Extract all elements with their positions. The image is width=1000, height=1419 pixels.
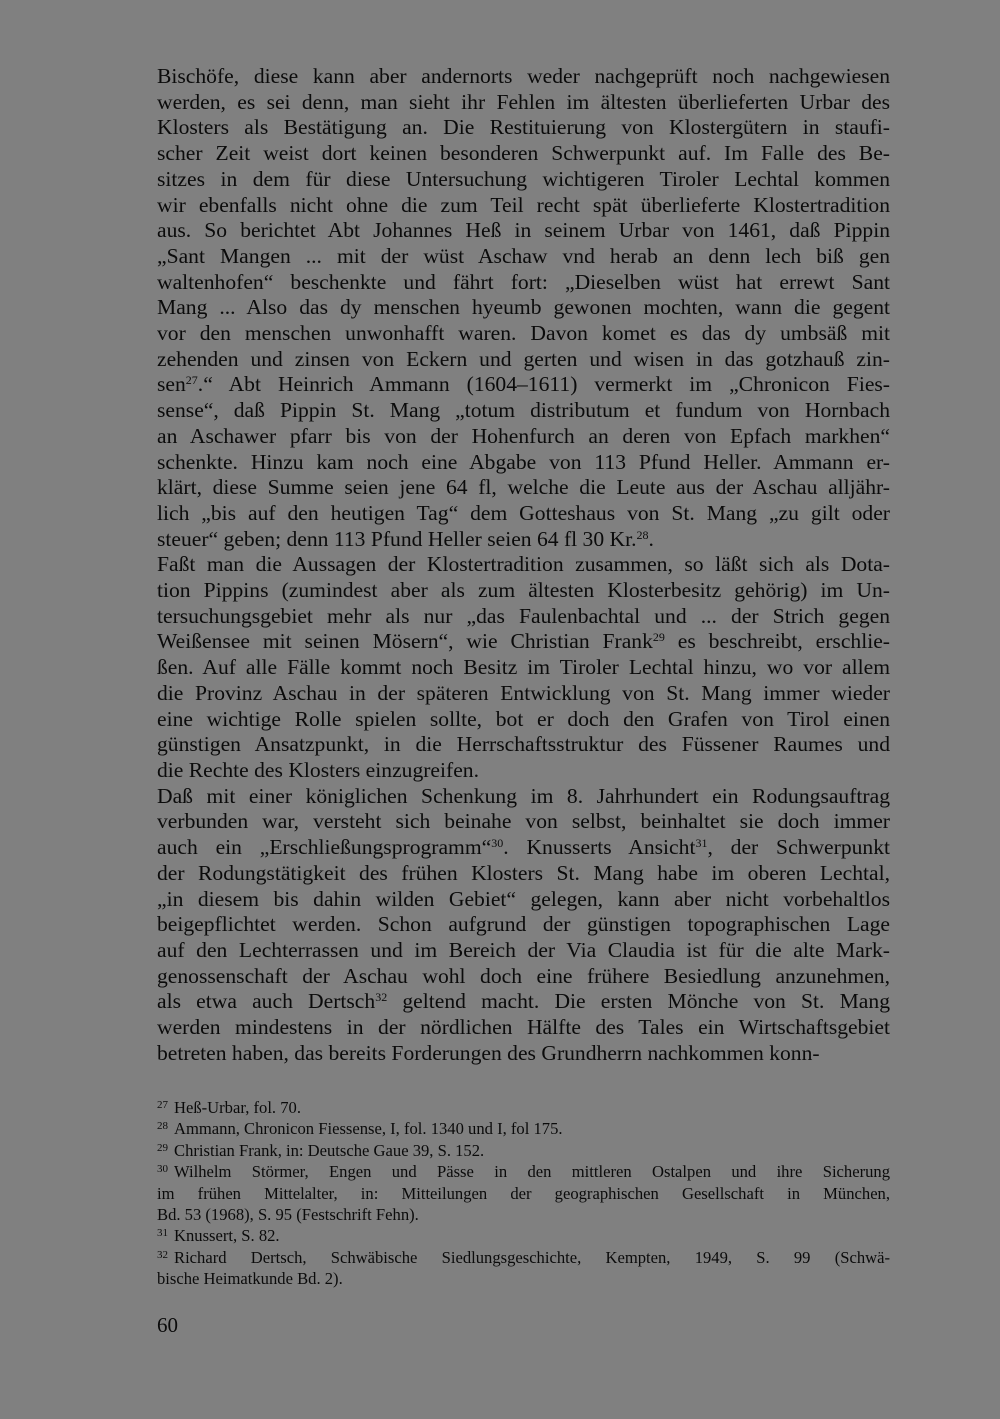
text-run: die Provinz Aschau in der späteren Entwicklung von St. Mang immer wieder	[157, 680, 890, 705]
text-run: sense“, daß Pippin St. Mang „totum distributum et fundum von Hornbach	[157, 398, 890, 423]
footnote	[157, 1247, 890, 1290]
text-line	[157, 527, 890, 553]
text-run: werden, es sei denn, man sieht ihr Fehlen im ältesten überlieferten Urbar des	[157, 89, 890, 114]
footnote-text: Christian Frank, in: Deutsche Gaue 39, S. 152.	[174, 1140, 485, 1160]
text-line	[157, 193, 890, 219]
text-line	[157, 861, 890, 887]
text-line	[157, 1041, 890, 1067]
text-run: , der Schwerpunkt	[707, 835, 891, 860]
text-run: auf den Lechterrassen und im Bereich der Via Claudia ist für die alte Mark-	[157, 937, 890, 962]
text-run: tion Pippins (zumindest aber als zum ältesten Klosterbesitz gehörig) im Un-	[157, 578, 890, 603]
text-line	[157, 989, 890, 1015]
text-line	[157, 964, 890, 990]
text-line	[157, 835, 890, 861]
text-run: scher Zeit weist dort keinen besonderen Schwerpunkt auf. Im Falle des Be-	[157, 141, 890, 166]
text-line	[157, 64, 890, 90]
footnote-line	[157, 1161, 890, 1182]
text-run: beigepflichtet werden. Schon aufgrund der günstigen topographischen Lage	[157, 912, 890, 937]
paragraph	[157, 64, 890, 552]
text-run: an Aschawer pfarr bis von der Hohenfurch an deren von Epfach markhen“	[157, 423, 890, 448]
text-line	[157, 809, 890, 835]
text-run: die Rechte des Klosters einzugreifen.	[157, 757, 479, 782]
text-run: .“ Abt Heinrich Ammann (1604–1611) vermerkt im „Chronicon Fies-	[197, 372, 890, 397]
footnote-reference: 29	[652, 630, 665, 645]
footnote-reference: 32	[375, 990, 388, 1005]
footnote-line	[157, 1140, 890, 1161]
text-run: Faßt man die Aussagen der Klostertradition zusammen, so läßt sich als Dota-	[157, 552, 890, 577]
text-line	[157, 604, 890, 630]
text-line	[157, 732, 890, 758]
footnote	[157, 1225, 890, 1246]
footnote-line	[157, 1097, 890, 1118]
text-line	[157, 372, 890, 398]
footnote	[157, 1161, 890, 1225]
text-line	[157, 655, 890, 681]
text-run: Bischöfe, diese kann aber andernorts weder nachgeprüft noch nachgewiesen	[157, 64, 890, 88]
text-run: genossenschaft der Aschau wohl doch eine frühere Besiedlung anzunehmen,	[157, 963, 890, 988]
text-run: verbunden war, versteht sich beinahe von selbst, beinhaltet sie doch immer	[157, 809, 890, 834]
text-line	[157, 398, 890, 424]
text-line	[157, 115, 890, 141]
text-line	[157, 347, 890, 373]
text-line	[157, 629, 890, 655]
footnote-reference: 28	[636, 527, 649, 542]
text-run: .	[648, 526, 654, 551]
text-run: geltend macht. Die ersten Mönche von St. Mang	[387, 989, 890, 1014]
text-run: werden mindestens in der nördlichen Hälfte des Tales ein Wirtschaftsgebiet	[157, 1015, 890, 1040]
text-run: klärt, diese Summe seien jene 64 fl, welche die Leute aus der Aschau alljähr-	[157, 475, 890, 500]
footnote-text: Ammann, Chronicon Fiessense, I, fol. 1340 und I, fol 175.	[174, 1119, 563, 1139]
footnote-reference: 30	[491, 836, 504, 851]
text-run: auch ein „Erschließungsprogramm“	[157, 835, 492, 860]
text-line	[157, 578, 890, 604]
footnote-line	[157, 1225, 890, 1246]
footnote-line	[157, 1118, 890, 1139]
footnote-number: 32	[157, 1248, 168, 1261]
footnote	[157, 1097, 890, 1118]
text-line	[157, 938, 890, 964]
footnote-text: Heß-Urbar, fol. 70.	[174, 1098, 301, 1117]
footnote-line	[157, 1183, 890, 1204]
body-text	[157, 64, 890, 1066]
text-run: als etwa auch Dertsch	[157, 989, 376, 1014]
text-line	[157, 475, 890, 501]
text-run: zehenden und zinsen von Eckern und gerten und wisen in das gotzhauß zin-	[157, 346, 890, 371]
text-line	[157, 1015, 890, 1041]
text-run: der Rodungstätigkeit des frühen Klosters St. Mang habe im oberen Lechtal,	[157, 860, 890, 885]
text-run: günstigen Ansatzpunkt, in die Herrschaftsstruktur des Füssener Raumes und	[157, 732, 890, 757]
text-line	[157, 295, 890, 321]
footnote-text: Richard Dertsch, Schwäbische Siedlungsgeschichte, Kempten, 1949, S. 99 (Schwä-	[174, 1247, 890, 1267]
text-line	[157, 167, 890, 193]
text-line	[157, 552, 890, 578]
text-run: lich „bis auf den heutigen Tag“ dem Gotteshaus von St. Mang „zu gilt oder	[157, 500, 890, 525]
footnote-number: 28	[157, 1120, 168, 1133]
text-run: vor den menschen unwonhafft waren. Davon komet es das dy umbsäß mit	[157, 321, 890, 346]
text-line	[157, 141, 890, 167]
text-line	[157, 784, 890, 810]
text-run: Daß mit einer königlichen Schenkung im 8. Jahrhundert ein Rodungsauftrag	[157, 783, 890, 808]
text-line	[157, 424, 890, 450]
text-run: steuer“ geben; denn 113 Pfund Heller seien 64 fl 30 Kr.	[157, 526, 637, 551]
text-line	[157, 912, 890, 938]
text-line	[157, 90, 890, 116]
text-run: betreten haben, das bereits Forderungen des Grundherrn nachkommen konn-	[157, 1040, 820, 1065]
text-line	[157, 270, 890, 296]
text-line	[157, 887, 890, 913]
footnote-line	[157, 1204, 890, 1225]
text-line	[157, 450, 890, 476]
text-line	[157, 758, 890, 784]
text-run: sitzes in dem für diese Untersuchung wichtigeren Tiroler Lechtal kommen	[157, 166, 890, 191]
text-run: ßen. Auf alle Fälle kommt noch Besitz im Tiroler Lechtal hinzu, wo vor allem	[157, 655, 890, 680]
text-line	[157, 321, 890, 347]
text-line	[157, 681, 890, 707]
footnotes	[157, 1097, 890, 1290]
footnote-number: 31	[157, 1227, 168, 1240]
paragraph	[157, 784, 890, 1067]
footnote-number: 30	[157, 1163, 168, 1176]
footnote	[157, 1118, 890, 1139]
text-run: waltenhofen“ beschenkte und fährt fort: „Dieselben wüst hat errewt Sant	[157, 269, 890, 294]
text-line	[157, 244, 890, 270]
text-run: „in diesem bis dahin wilden Gebiet“ gelegen, kann aber nicht vorbehaltlos	[157, 886, 890, 911]
text-run: eine wichtige Rolle spielen sollte, bot er doch den Grafen von Tirol einen	[157, 706, 890, 731]
footnote-text: Bd. 53 (1968), S. 95 (Festschrift Fehn).	[157, 1205, 419, 1225]
footnote-line	[157, 1247, 890, 1268]
text-run: . Knusserts Ansicht	[503, 835, 696, 860]
text-run: Mang ... Also das dy menschen hyeumb gewonen mochten, wann die gegent	[157, 295, 890, 320]
text-run: Weißensee mit seinen Mösern“, wie Christian Frank	[157, 629, 653, 654]
text-run: sen	[157, 372, 186, 397]
text-line	[157, 218, 890, 244]
footnote-reference: 27	[185, 373, 198, 388]
text-run: aus. So berichtet Abt Johannes Heß in seinem Urbar von 1461, daß Pippin	[157, 218, 890, 243]
footnote-text: Wilhelm Störmer, Engen und Pässe in den mittleren Ostalpen und ihre Sicherung	[174, 1162, 890, 1182]
footnote	[157, 1140, 890, 1161]
text-line	[157, 707, 890, 733]
footnote-reference: 31	[695, 836, 708, 851]
text-run: wir ebenfalls nicht ohne die zum Teil recht spät überlieferte Klostertradition	[157, 192, 890, 217]
paragraph	[157, 552, 890, 783]
text-line	[157, 501, 890, 527]
text-run: Klosters als Bestätigung an. Die Restituierung von Klostergütern in staufi-	[157, 115, 890, 140]
footnote-text: im frühen Mittelalter, in: Mitteilungen der geographischen Gesellschaft in München,	[157, 1183, 890, 1203]
text-run: tersuchungsgebiet mehr als nur „das Faulenbachtal und ... der Strich gegen	[157, 603, 890, 628]
footnote-number: 27	[157, 1099, 168, 1111]
text-run: es beschreibt, erschlie-	[664, 629, 890, 654]
footnote-text: bische Heimatkunde Bd. 2).	[157, 1269, 343, 1289]
page-number: 60	[157, 1313, 178, 1337]
footnote-line	[157, 1268, 890, 1289]
footnote-text: Knussert, S. 82.	[174, 1226, 280, 1246]
text-run: „Sant Mangen ... mit der wüst Aschaw vnd herab an denn lech biß gen	[157, 243, 890, 268]
footnote-number: 29	[157, 1141, 168, 1154]
text-run: schenkte. Hinzu kam noch eine Abgabe von 113 Pfund Heller. Ammann er-	[157, 449, 890, 474]
